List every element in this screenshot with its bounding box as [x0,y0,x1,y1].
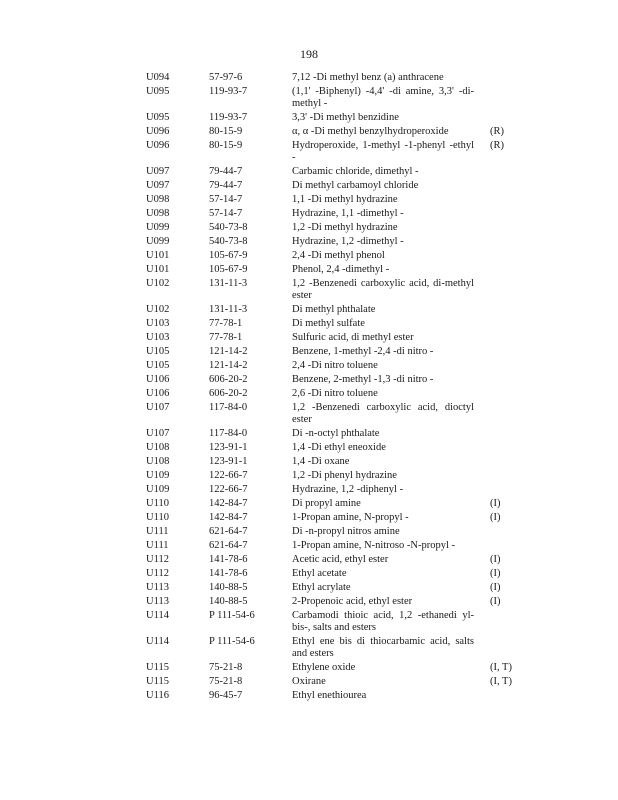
waste-code-cell: U094 [146,72,170,83]
cas-number-cell: 96-45-7 [209,690,243,701]
chemical-name-cell: 7,12 -Di methyl benz (a) anthracene [292,72,444,83]
table-row [146,374,526,386]
cas-number-cell: 140-88-5 [209,582,248,593]
waste-code-cell: U115 [146,662,169,673]
table-row [146,428,526,440]
chemical-name-cell: Di propyl amine [292,498,361,509]
cas-number-cell: 140-88-5 [209,596,248,607]
table-row [146,636,526,660]
chemical-name-cell: 1,4 -Di oxane [292,456,350,467]
table-row [146,484,526,496]
waste-code-cell: U108 [146,456,170,467]
table-row [146,568,526,580]
table-row [146,166,526,178]
hazard-code-cell: (I) [490,568,501,579]
chemical-name-cell: Benzene, 2-methyl -1,3 -di nitro - [292,374,434,385]
table-row [146,498,526,510]
cas-number-cell: 75-21-8 [209,676,243,687]
cas-number-cell: 123-91-1 [209,442,248,453]
table-row [146,442,526,454]
chemical-name-cell: Carbamodi thioic acid, 1,2 -ethanedi yl-bis-, salts and esters [292,610,474,633]
table-row [146,582,526,594]
table-row [146,662,526,674]
chemical-name-cell: Di -n-propyl nitros amine [292,526,400,537]
table-row [146,402,526,426]
hazard-code-cell: (I) [490,512,501,523]
chemical-name-cell: Di methyl phthalate [292,304,376,315]
hazard-code-cell: (I) [490,582,501,593]
waste-code-cell: U110 [146,512,169,523]
cas-number-cell: 80-15-9 [209,140,243,151]
table-row [146,332,526,344]
table-row [146,676,526,688]
chemical-name-cell: Ethyl acetate [292,568,347,579]
table-row [146,304,526,316]
table-row [146,388,526,400]
hazardous-waste-table [146,72,526,704]
chemical-name-cell: Carbamic chloride, dimethyl - [292,166,419,177]
chemical-name-cell: 1,1 -Di methyl hydrazine [292,194,398,205]
hazard-code-cell: (I) [490,554,501,565]
waste-code-cell: U113 [146,582,169,593]
waste-code-cell: U106 [146,374,170,385]
cas-number-cell: 540-73-8 [209,222,248,233]
waste-code-cell: U116 [146,690,169,701]
cas-number-cell: 142-84-7 [209,512,248,523]
waste-code-cell: U098 [146,208,170,219]
chemical-name-cell: Ethyl enethiourea [292,690,367,701]
hazard-code-cell: (I) [490,596,501,607]
table-row [146,236,526,248]
waste-code-cell: U110 [146,498,169,509]
waste-code-cell: U114 [146,636,169,647]
chemical-name-cell: Ethyl ene bis di thiocarbamic acid, salts and esters [292,636,474,659]
cas-number-cell: 121-14-2 [209,360,248,371]
table-row [146,318,526,330]
table-row [146,140,526,164]
waste-code-cell: U102 [146,304,170,315]
cas-number-cell: 105-67-9 [209,264,248,275]
table-row [146,512,526,524]
chemical-name-cell: Ethylene oxide [292,662,356,673]
cas-number-cell: 79-44-7 [209,180,243,191]
table-row [146,346,526,358]
chemical-name-cell: Hydrazine, 1,2 -diphenyl - [292,484,404,495]
cas-number-cell: 117-84-0 [209,428,248,439]
waste-code-cell: U115 [146,676,169,687]
waste-code-cell: U109 [146,484,170,495]
page-number: 198 [300,47,318,61]
waste-code-cell: U101 [146,250,170,261]
cas-number-cell: 122-66-7 [209,470,248,481]
table-row [146,180,526,192]
hazard-code-cell: (I) [490,498,501,509]
cas-number-cell: P 111-54-6 [209,610,255,621]
table-row [146,456,526,468]
waste-code-cell: U109 [146,470,170,481]
table-row [146,278,526,302]
chemical-name-cell: Di -n-octyl phthalate [292,428,380,439]
chemical-name-cell: Benzene, 1-methyl -2,4 -di nitro - [292,346,434,357]
cas-number-cell: 75-21-8 [209,662,243,673]
chemical-name-cell: Di methyl carbamoyl chloride [292,180,419,191]
table-row [146,250,526,262]
table-row [146,554,526,566]
chemical-name-cell: Oxirane [292,676,326,687]
cas-number-cell: P 111-54-6 [209,636,255,647]
cas-number-cell: 606-20-2 [209,388,248,399]
chemical-name-cell: Acetic acid, ethyl ester [292,554,389,565]
waste-code-cell: U103 [146,332,170,343]
waste-code-cell: U095 [146,112,170,123]
waste-code-cell: U111 [146,540,169,551]
chemical-name-cell: 1,2 -Di phenyl hydrazine [292,470,397,481]
waste-code-cell: U097 [146,166,170,177]
cas-number-cell: 621-64-7 [209,540,248,551]
cas-number-cell: 77-78-1 [209,332,243,343]
waste-code-cell: U114 [146,610,169,621]
chemical-name-cell: 2,4 -Di methyl phenol [292,250,385,261]
cas-number-cell: 57-97-6 [209,72,243,83]
table-row [146,86,526,110]
cas-number-cell: 122-66-7 [209,484,248,495]
table-row [146,470,526,482]
chemical-name-cell: (1,1' -Biphenyl) -4,4' -di amine, 3,3' -di-methyl - [292,86,474,109]
chemical-name-cell: 1,2 -Benzenedi carboxylic acid, dioctyl ester [292,402,474,425]
table-row [146,264,526,276]
cas-number-cell: 121-14-2 [209,346,248,357]
table-row [146,526,526,538]
chemical-name-cell: 2,6 -Di nitro toluene [292,388,378,399]
waste-code-cell: U107 [146,428,170,439]
cas-number-cell: 119-93-7 [209,112,248,123]
table-row [146,690,526,702]
cas-number-cell: 540-73-8 [209,236,248,247]
cas-number-cell: 131-11-3 [209,278,248,289]
table-row [146,222,526,234]
chemical-name-cell: 1-Propan amine, N-nitroso -N-propyl - [292,540,456,551]
chemical-name-cell: Hydrazine, 1,2 -dimethyl - [292,236,404,247]
waste-code-cell: U105 [146,346,170,357]
cas-number-cell: 117-84-0 [209,402,248,413]
waste-code-cell: U096 [146,140,170,151]
table-row [146,360,526,372]
cas-number-cell: 131-11-3 [209,304,248,315]
waste-code-cell: U106 [146,388,170,399]
chemical-name-cell: α, α -Di methyl benzylhydroperoxide [292,126,449,137]
chemical-name-cell: Sulfuric acid, di methyl ester [292,332,414,343]
waste-code-cell: U099 [146,222,170,233]
waste-code-cell: U101 [146,264,170,275]
chemical-name-cell: Hydroperoxide, 1-methyl -1-phenyl -ethyl - [292,140,474,163]
chemical-name-cell: 1,2 -Benzenedi carboxylic acid, di-methyl ester [292,278,474,301]
waste-code-cell: U096 [146,126,170,137]
cas-number-cell: 606-20-2 [209,374,248,385]
cas-number-cell: 123-91-1 [209,456,248,467]
cas-number-cell: 141-78-6 [209,568,248,579]
table-row [146,112,526,124]
hazard-code-cell: (R) [490,140,504,151]
waste-code-cell: U111 [146,526,169,537]
chemical-name-cell: 1,2 -Di methyl hydrazine [292,222,398,233]
table-row [146,72,526,84]
cas-number-cell: 77-78-1 [209,318,243,329]
chemical-name-cell: Hydrazine, 1,1 -dimethyl - [292,208,404,219]
cas-number-cell: 57-14-7 [209,194,243,205]
waste-code-cell: U097 [146,180,170,191]
hazard-code-cell: (R) [490,126,504,137]
table-row [146,610,526,634]
chemical-name-cell: 1-Propan amine, N-propyl - [292,512,409,523]
waste-code-cell: U112 [146,554,169,565]
chemical-name-cell: Di methyl sulfate [292,318,365,329]
chemical-name-cell: 2-Propenoic acid, ethyl ester [292,596,413,607]
cas-number-cell: 80-15-9 [209,126,243,137]
table-row [146,126,526,138]
chemical-name-cell: Phenol, 2,4 -dimethyl - [292,264,390,275]
table-row [146,208,526,220]
hazard-code-cell: (I, T) [490,676,512,687]
table-row [146,596,526,608]
cas-number-cell: 105-67-9 [209,250,248,261]
chemical-name-cell: 1,4 -Di ethyl eneoxide [292,442,386,453]
waste-code-cell: U095 [146,86,170,97]
chemical-name-cell: 3,3' -Di methyl benzidine [292,112,399,123]
waste-code-cell: U113 [146,596,169,607]
waste-code-cell: U103 [146,318,170,329]
cas-number-cell: 57-14-7 [209,208,243,219]
waste-code-cell: U098 [146,194,170,205]
chemical-name-cell: Ethyl acrylate [292,582,351,593]
cas-number-cell: 141-78-6 [209,554,248,565]
waste-code-cell: U099 [146,236,170,247]
chemical-name-cell: 2,4 -Di nitro toluene [292,360,378,371]
cas-number-cell: 142-84-7 [209,498,248,509]
waste-code-cell: U112 [146,568,169,579]
table-row [146,194,526,206]
waste-code-cell: U102 [146,278,170,289]
cas-number-cell: 621-64-7 [209,526,248,537]
cas-number-cell: 79-44-7 [209,166,243,177]
waste-code-cell: U105 [146,360,170,371]
waste-code-cell: U108 [146,442,170,453]
cas-number-cell: 119-93-7 [209,86,248,97]
table-row [146,540,526,552]
waste-code-cell: U107 [146,402,170,413]
hazard-code-cell: (I, T) [490,662,512,673]
